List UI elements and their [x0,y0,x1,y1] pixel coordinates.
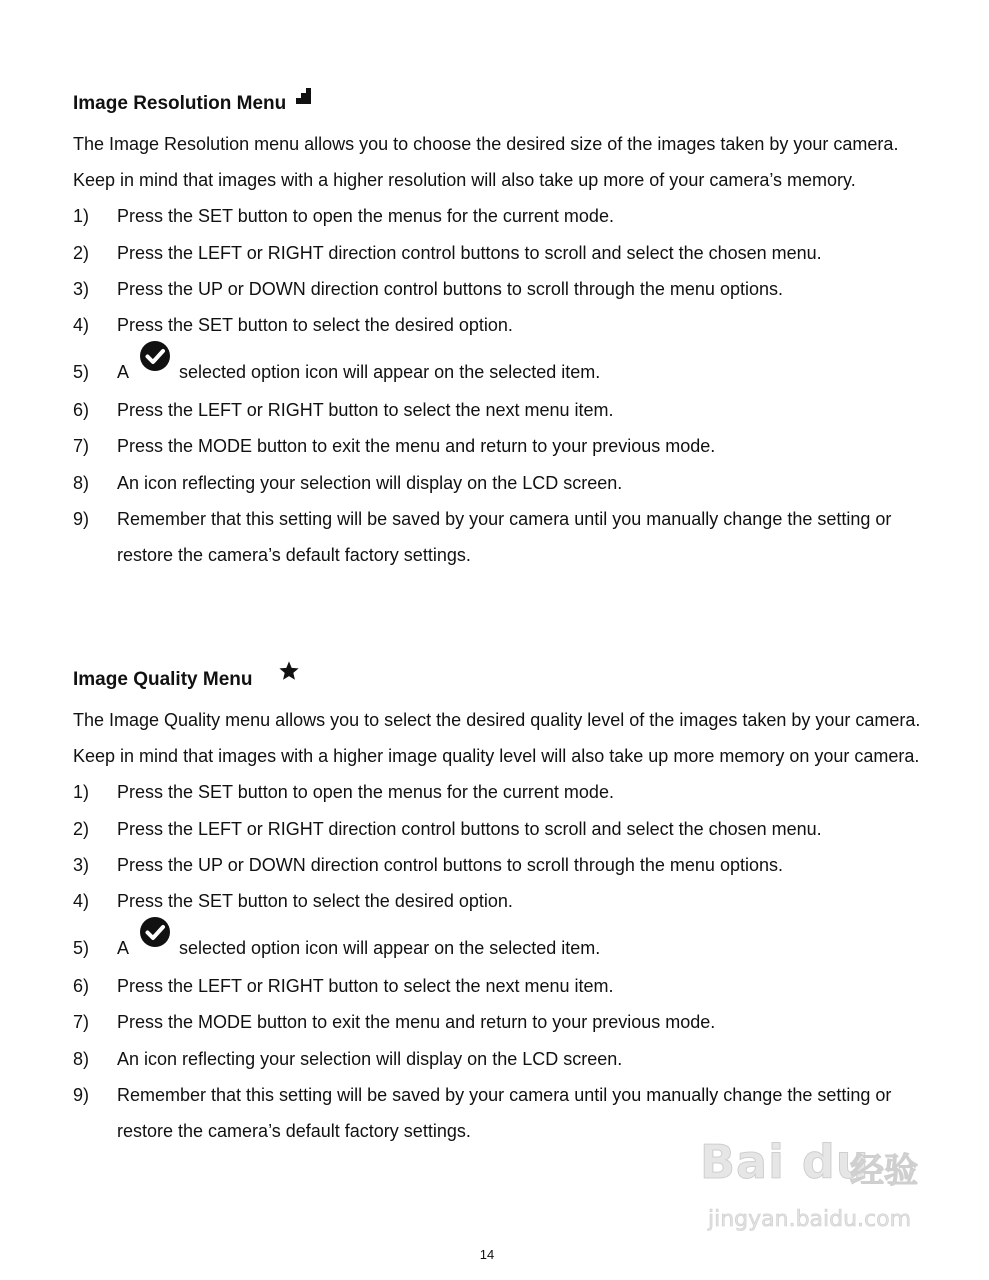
list-item: 8) An icon reflecting your selection will display on the LCD screen. [73,1048,623,1069]
list-item: 2) Press the LEFT or RIGHT direction control buttons to scroll and select the chosen menu. [73,242,822,263]
list-item: 3) Press the UP or DOWN direction control buttons to scroll through the menu options. [73,278,783,299]
list-item: 4) Press the SET button to select the desired option. [73,315,513,336]
check-circle-icon [139,340,171,372]
list-item: 3) Press the UP or DOWN direction control buttons to scroll through the menu options. [73,854,783,875]
list-item: 5) A selected option icon will appear on the selected item. [73,919,923,968]
list-item: 9) Remember that this setting will be saved by your camera until you manually change the setting or restore the camera’s default factory settings. [73,508,892,566]
list-item: 7) Press the MODE button to exit the menu and return to your previous mode. [73,1012,716,1033]
list-item: 1) Press the SET button to open the menus for the current mode. [73,206,614,227]
image-resolution-icon [296,92,312,116]
steps-list [73,198,923,573]
heading-text: Image Resolution Menu [73,93,287,114]
check-circle-icon [139,916,171,948]
section-heading [73,663,923,692]
steps-list [73,774,923,1149]
watermark-brand-suffix: 经验 [850,1151,918,1191]
section-intro: The Image Quality menu allows you to select the desired quality level of the images taken by your camera. Keep in mind that images with a higher image quality level will also take up more memory on your camera. [73,710,921,767]
section-heading [73,92,923,116]
section-intro: The Image Resolution menu allows you to choose the desired size of the images taken by your camera. Keep in mind that images with a higher resolution will also take up more of your camera’s memory. [73,134,899,191]
watermark-brand: Bai du [700,1135,870,1189]
list-item: 4) Press the SET button to select the desired option. [73,891,513,912]
image-quality-section [73,663,923,1149]
star-icon [262,663,300,692]
list-item: 6) Press the LEFT or RIGHT button to select the next menu item. [73,976,614,997]
list-item: 8) An icon reflecting your selection will display on the LCD screen. [73,472,623,493]
list-item: 9) Remember that this setting will be saved by your camera until you manually change the setting or restore the camera’s default factory settings. [73,1084,892,1142]
list-item: 1) Press the SET button to open the menus for the current mode. [73,782,614,803]
heading-text: Image Quality Menu [73,669,253,690]
list-item: 7) Press the MODE button to exit the menu and return to your previous mode. [73,436,716,457]
image-resolution-section [73,92,923,573]
list-item: 5) A selected option icon will appear on the selected item. [73,343,923,392]
baidu-watermark [700,1135,940,1245]
watermark-url: jingyan.baidu.com [708,1207,912,1232]
page-number: 14 [479,1247,495,1262]
list-item: 6) Press the LEFT or RIGHT button to select the next menu item. [73,400,614,421]
list-item: 2) Press the LEFT or RIGHT direction control buttons to scroll and select the chosen menu. [73,818,822,839]
